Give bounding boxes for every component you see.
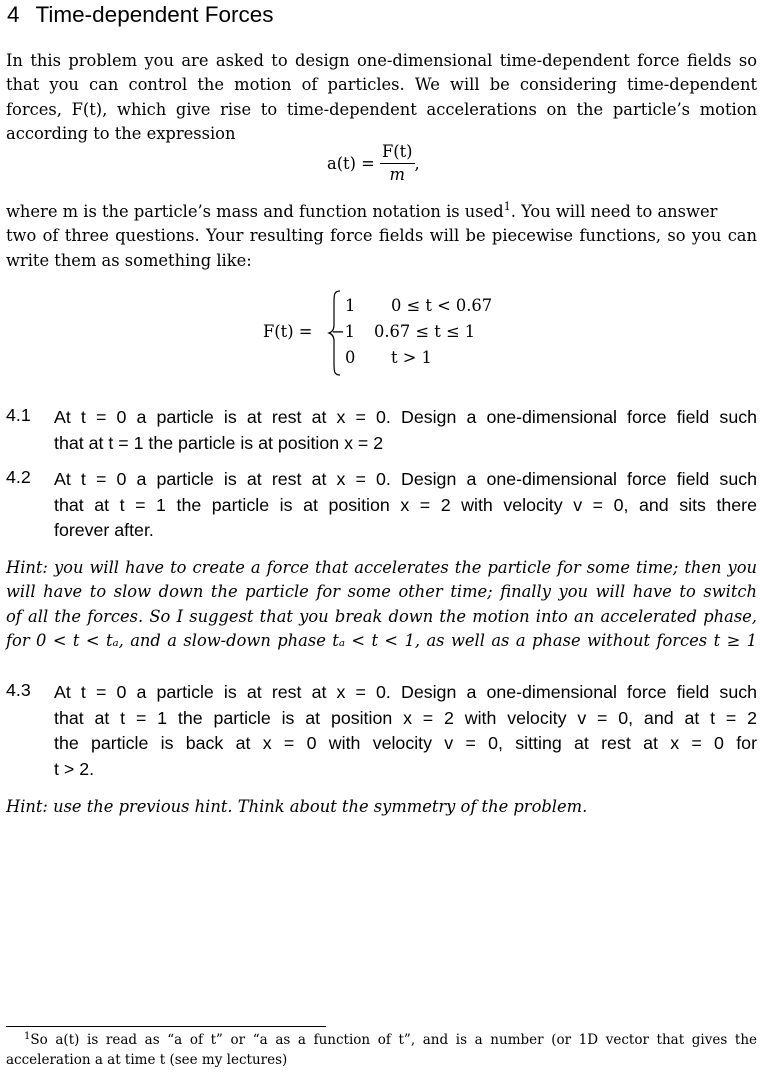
case-value: −1: [331, 322, 356, 341]
footnote-line: acceleration a at time t (see my lectures): [6, 1052, 288, 1068]
footnote-text: So a(t) is read as “a of t” or “a as a function of t”, and is a number (or 1D vector that gives the: [30, 1032, 757, 1048]
hint-paragraph-2: [6, 795, 757, 819]
question-line: At t = 0 a particle is at rest at x = 0. Design a one-dimensional force field such: [54, 469, 757, 489]
intro-line: forces, F(t), which give rise to time-dependent accelerations on the particle’s motion: [6, 99, 757, 119]
after-eq-line: two of three questions. Your resulting force fields will be piecewise functions, so you can: [6, 226, 757, 246]
footnote-number: 1: [24, 1031, 31, 1042]
question-line: forever after.: [54, 520, 154, 540]
question-number: 4.1: [6, 405, 31, 425]
acceleration-equation: [327, 141, 420, 186]
question-line: that at t = 1 the particle is at position x = 2 with velocity v = 0, and sits there: [54, 494, 757, 515]
equation-denominator: m: [389, 165, 405, 184]
question-line: At t = 0 a particle is at rest at x = 0. Design a one-dimensional force field such: [54, 407, 757, 427]
equation-trail: ,: [414, 154, 420, 173]
after-eq-text: where m is the particle’s mass and function notation is used: [6, 202, 504, 221]
piecewise-cases: [331, 296, 545, 376]
hint-line: Hint: you will have to create a force that accelerates the particle for some time; then you: [6, 558, 757, 577]
hint-paragraph: [6, 556, 757, 654]
case-condition: 0.67 ≤ t ≤ 1: [374, 322, 476, 341]
footnote-marker: 1: [503, 200, 511, 213]
equation-fraction: [380, 141, 415, 186]
piecewise-lhs: F(t) =: [263, 322, 313, 341]
equation-lhs: a(t) =: [327, 154, 375, 173]
footnote-line-1: [6, 1030, 757, 1050]
after-equation-paragraph: [6, 200, 757, 273]
case-value: 0: [345, 348, 356, 367]
intro-line: according to the expression: [6, 124, 236, 144]
equation-numerator: F(t): [380, 141, 415, 164]
hint-line: for 0 < t < tₐ, and a slow-down phase tₐ < t < 1, as well as a phase without forces t ≥ 1: [6, 631, 757, 651]
question-line: that at t = 1 the particle is at position x = 2: [54, 432, 384, 453]
intro-paragraph: [6, 49, 757, 147]
question-line: t > 2.: [54, 758, 95, 779]
question-number: 4.3: [6, 680, 31, 700]
section-title: Time-dependent Forces: [35, 2, 274, 27]
section-heading: [7, 2, 274, 28]
after-eq-tail: . You will need to answer: [510, 202, 718, 221]
intro-line: that you can control the motion of particles. We will be considering time-dependent: [6, 75, 757, 95]
question-line: At t = 0 a particle is at rest at x = 0. Design a one-dimensional force field such: [54, 682, 757, 702]
question-text: [54, 680, 757, 782]
hint-line: of all the forces. So I suggest that you break down the motion into an accelerated phase,: [6, 606, 757, 626]
question-text: [54, 467, 757, 544]
section-number: 4: [7, 2, 20, 27]
footnote-rule: [6, 1026, 326, 1027]
question-number: 4.2: [6, 467, 31, 487]
hint-line: Hint: use the previous hint. Think about the symmetry of the problem.: [6, 797, 588, 816]
case-value: 1: [345, 296, 356, 315]
question-line: that at t = 1 the particle is at position x = 2 with velocity v = 0, and at t = 2: [54, 707, 757, 728]
footnote: [6, 1030, 757, 1070]
intro-line: In this problem you are asked to design one-dimensional time-dependent force fields so: [6, 51, 757, 70]
after-eq-line: write them as something like:: [6, 250, 252, 270]
hint-line: will have to slow down the particle for some other time; finally you will have to switch: [6, 582, 757, 602]
case-condition: 0 ≤ t < 0.67: [391, 296, 493, 315]
after-eq-line-1: [6, 200, 757, 224]
question-text: [54, 405, 757, 456]
question-line: the particle is back at x = 0 with velocity v = 0, sitting at rest at x = 0 for: [54, 733, 757, 753]
case-condition: t > 1: [391, 348, 432, 367]
